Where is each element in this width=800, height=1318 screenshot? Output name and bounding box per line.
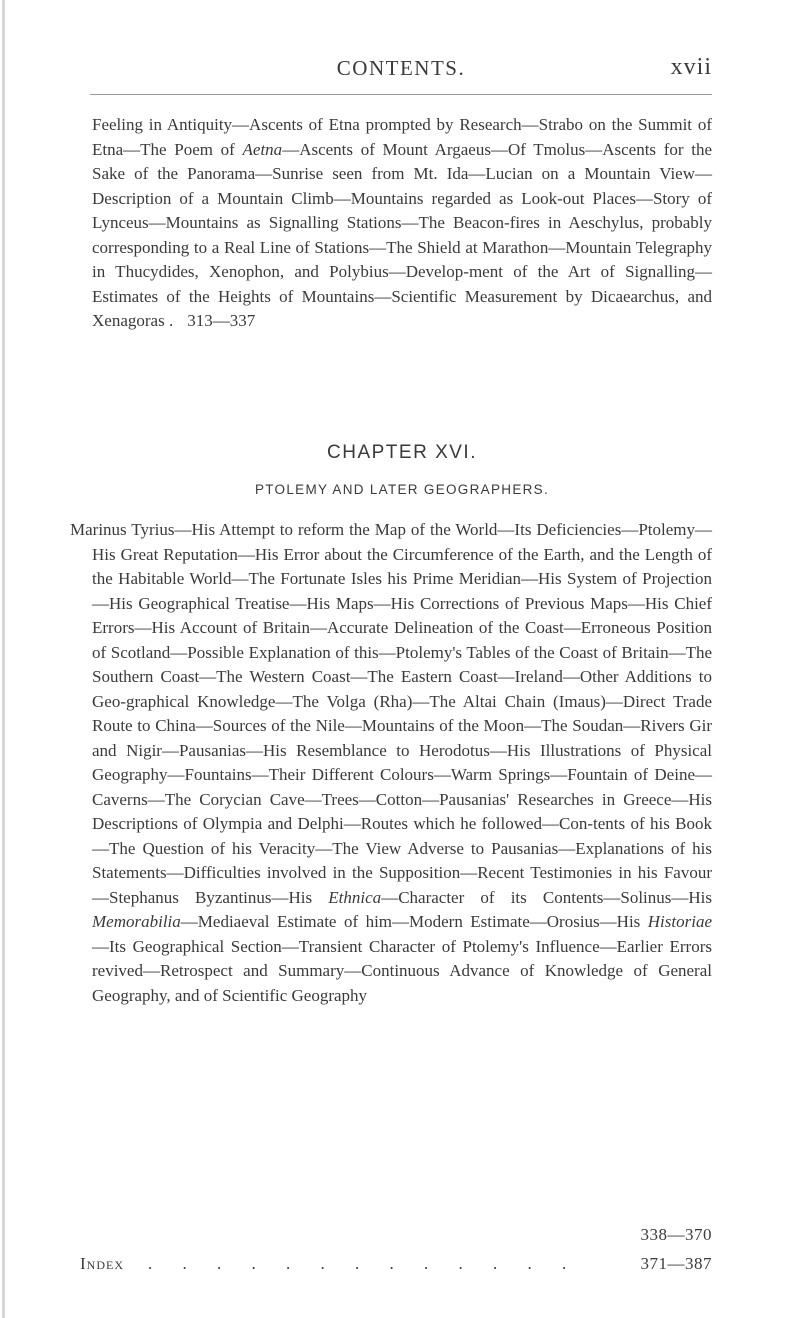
summary-text: Marinus Tyrius—His Attempt to reform the Map of the World—Its Deficiencies—Ptolemy—His Great Reputation—His Error about the Circumference of the Earth, and the Length of the Habitable World—The Fortunate Isles his Prime Meridian—His System of Projection—His Geographical Treatise—His Maps—His Corrections of Previous Maps—His Chief Errors—His Account of Britain—Accurate Delineation of the Coast—Erroneous Position of Scotland—Possible Explanation of this—Ptolemy's Tables of the Coast of Britain—The Southern Coast—The Western Coast—The Eastern Coast—Ireland—Other Additions to Geo-graphical Knowledge—The Volga (Rha)—The Altai Chain (Imaus)—Direct Trade Route to China—Sources of the Nile—Mountains of the Moon—The Soudan—Rivers Gir and Nigir—Pausanias—His Resemblance to Herodotus—His Illustrations of Physical Geography—Fountains—Their Different Colours—Warm Springs—Fountain of Deine—Caverns—The Corycian Cave—Trees—Cotton—Pausanias' Researches in Greece—His Descriptions of Olympia and Delphi—Routes which he followed—Con-tents of his Book—The Question of his Veracity—The View Adverse to Pausanias—Explanations of his Statements—Difficulties involved in the Supposition—Recent Testimonies in his Favour—Stephanus Byzantinus—His — [70, 520, 712, 907]
leader-dots: . . . . . . . . . . . . . — [148, 1254, 580, 1273]
summary-text: —Mediaeval Estimate of him—Modern Estimate—Orosius—His — [180, 912, 641, 931]
index-page-range: 371—387 — [640, 1254, 712, 1273]
page-binding-edge — [2, 0, 5, 1318]
summary-text: —Character of its Contents—Solinus—His — [381, 887, 712, 907]
chapter-heading: CHAPTER XVI. — [327, 442, 477, 463]
chapter-xvi-page-range: 338—370 — [640, 1225, 712, 1244]
italic-title-historiae: Historiae — [647, 912, 712, 931]
running-title: CONTENTS. — [336, 56, 466, 80]
summary-text: Feeling in Antiquity—Ascents of Etna prompted by Research—Strabo on the Summit of Etna—The Poem of — [92, 115, 712, 159]
italic-title-aetna: Aetna — [242, 139, 283, 159]
summary-text: —Its Geographical Section—Transient Character of Ptolemy's Influence—Earlier Errors revived—Retrospect and Summary—Continuous Advance of Knowledge of General Geography, and of Scientific Geography — [92, 936, 712, 1005]
running-head — [90, 50, 712, 95]
page-number: xvii — [670, 54, 712, 80]
italic-title-ethnica: Ethnica — [328, 887, 382, 907]
index-label: Index — [80, 1254, 124, 1273]
italic-title-memorabilia: Memorabilia — [92, 912, 181, 931]
chapter-subtitle: PTOLEMY AND LATER GEOGRAPHERS. — [254, 482, 550, 497]
summary-text-continued: —Ascents of Mount Argaeus—Of Tmolus—Ascents for the Sake of the Panorama—Sunrise seen from Mt. Ida—Lucian on a Mountain View—Description of a Mountain Climb—Mountains regarded as Look-out Places—Story of Lynceus—Mountains as Signalling Stations—The Beacon-fires in Aeschylus, probably corresponding to a Real Line of Stations—The Shield at Marathon—Mountain Telegraphy in Thucydides, Xenophon, and Polybius—Develop-ment of the Art of Signalling—Estimates of the Heights of Mountains—Scientific Measurement by Dicaearchus, and Xenagoras . — [92, 139, 713, 330]
page-range: 313—337 — [187, 311, 256, 330]
chapter-xvi-summary — [70, 518, 712, 1008]
chapter-xv-summary — [92, 113, 712, 334]
